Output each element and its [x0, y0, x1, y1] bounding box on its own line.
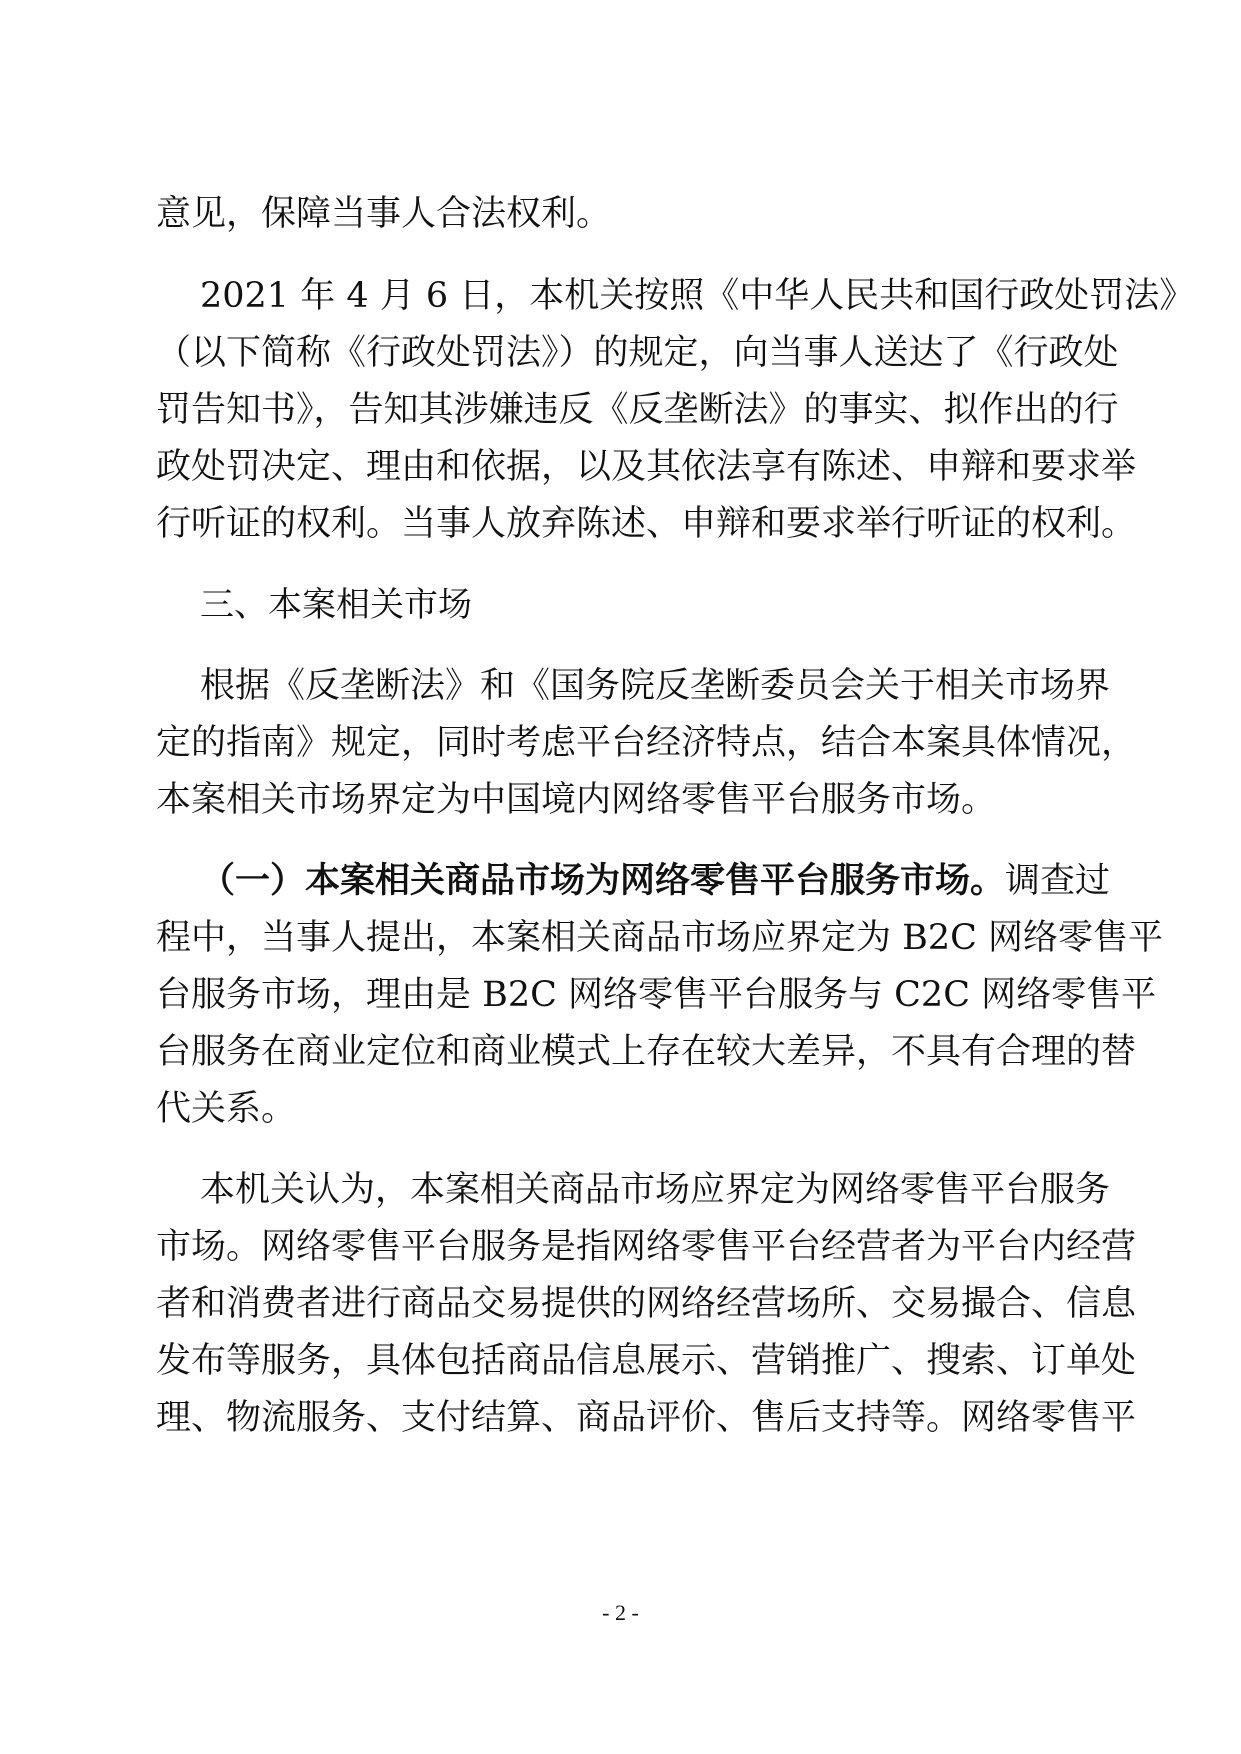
text-line: 意见，保障当事人合法权利。: [156, 194, 612, 234]
text-line: （以下简称《行政处罚法》）的规定，向当事人送达了《行政处: [156, 333, 1119, 373]
text-line: 理、物流服务、支付结算、商品评价、售后支持等。网络零售平: [156, 1398, 1137, 1438]
text-line: 2021 年 4 月 6 日，本机关按照《中华人民共和国行政处罚法》: [200, 276, 1195, 316]
text-line: 行听证的权利。当事人放弃陈述、申辩和要求举行听证的权利。: [156, 504, 1137, 544]
text-line: 程中，当事人提出，本案相关商品市场应界定为 B2C 网络零售平: [156, 918, 1164, 958]
text-line: 台服务在商业定位和商业模式上存在较大差异，不具有合理的替: [156, 1032, 1137, 1072]
text-line: 罚告知书》，告知其涉嫌违反《反垄断法》的事实、拟作出的行: [156, 390, 1119, 430]
text-line-with-bold-lead: [200, 859, 1111, 903]
text-line: 政处罚决定、理由和依据，以及其依法享有陈述、申辩和要求举: [156, 447, 1137, 487]
text-line: 台服务市场，理由是 B2C 网络零售平台服务与 C2C 网络零售平: [156, 975, 1157, 1015]
text-line: 者和消费者进行商品交易提供的网络经营场所、交易撮合、信息: [156, 1284, 1137, 1324]
section-heading: 三、本案相关市场: [200, 585, 472, 625]
page-number: - 2 -: [602, 1600, 639, 1625]
text-line: 发布等服务，具体包括商品信息展示、营销推广、搜索、订单处: [156, 1341, 1137, 1381]
text-line: 本案相关市场界定为中国境内网络零售平台服务市场。: [156, 780, 997, 820]
text-line: 本机关认为，本案相关商品市场应界定为网络零售平台服务: [200, 1170, 1111, 1210]
text-line: 定的指南》规定，同时考虑平台经济特点，结合本案具体情况，: [156, 723, 1137, 763]
bold-subheading: （一）本案相关商品市场为网络零售平台服务市场。: [200, 860, 1006, 901]
text-span: 调查过: [1005, 861, 1111, 901]
text-line: 代关系。: [156, 1089, 297, 1129]
text-line: 根据《反垄断法》和《国务院反垄断委员会关于相关市场界: [200, 666, 1111, 706]
text-line: 市场。网络零售平台服务是指网络零售平台经营者为平台内经营: [156, 1227, 1137, 1267]
